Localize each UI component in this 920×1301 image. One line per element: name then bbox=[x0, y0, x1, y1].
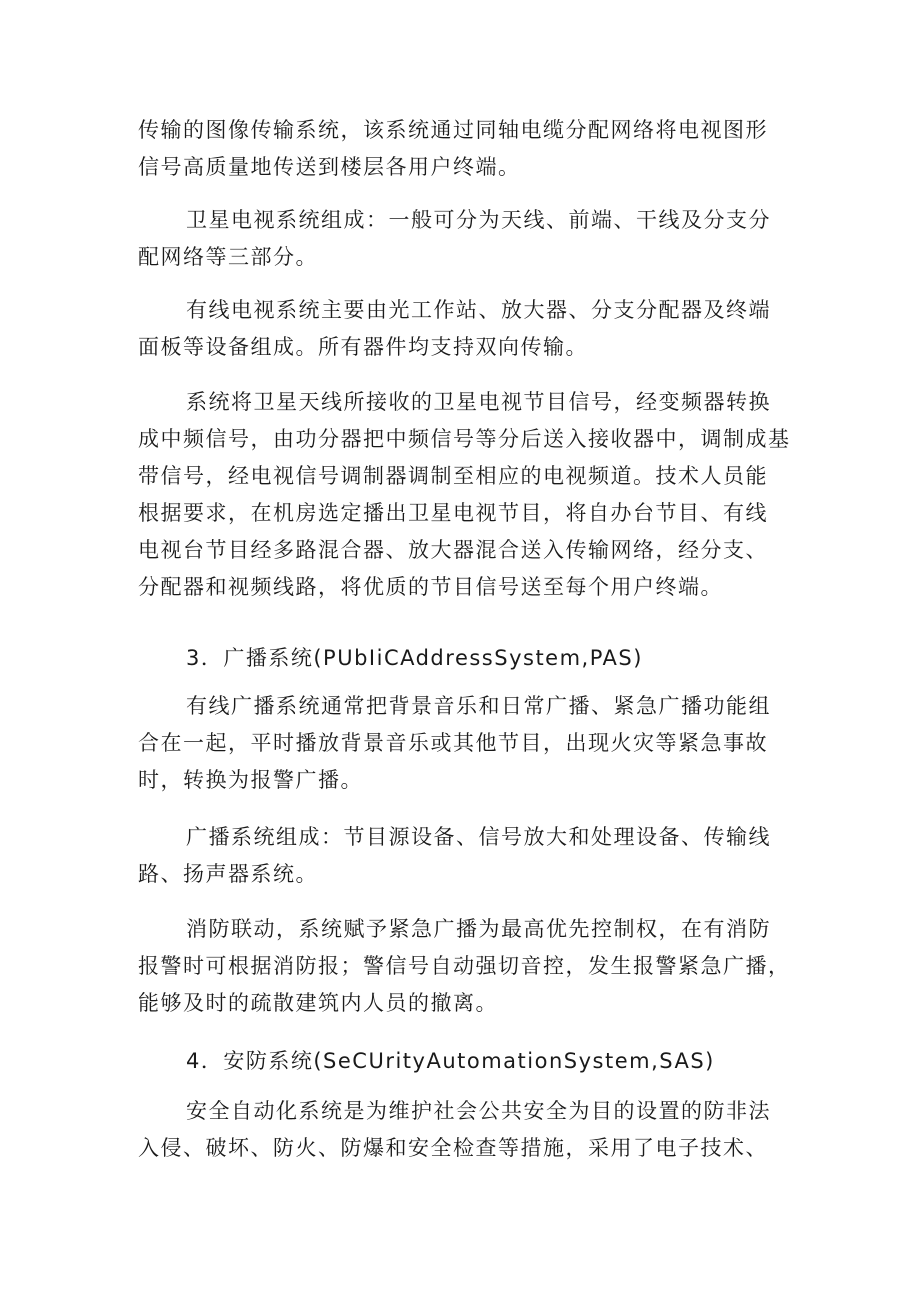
paragraph-line: 系统将卫星天线所接收的卫星电视节目信号，经变频器转换 bbox=[186, 390, 771, 414]
section-heading: 4．安防系统(SeCUrityAutomationSystem,SAS) bbox=[186, 1049, 715, 1073]
paragraph-line: 路、扬声器系统。 bbox=[138, 862, 318, 886]
paragraph-line: 入侵、破坏、防火、防爆和安全检查等措施，采用了电子技术、 bbox=[138, 1136, 768, 1160]
paragraph-2 bbox=[138, 202, 790, 276]
paragraph-8 bbox=[138, 911, 790, 1022]
paragraph-line: 有线电视系统主要由光工作站、放大器、分支分配器及终端 bbox=[186, 298, 771, 322]
section-heading-broadcast bbox=[138, 640, 790, 677]
paragraph-line: 信号高质量地传送到楼层各用户终端。 bbox=[138, 155, 521, 179]
paragraph-line: 面板等设备组成。所有器件均支持双向传输。 bbox=[138, 335, 588, 359]
paragraph-line: 带信号，经电视信号调制器调制至相应的电视频道。技术人员能 bbox=[138, 464, 768, 488]
paragraph-line: 消防联动，系统赋予紧急广播为最高优先控制权，在有消防 bbox=[186, 917, 771, 941]
paragraph-line: 报警时可根据消防报；警信号自动强切音控，发生报警紧急广播， bbox=[138, 954, 791, 978]
paragraph-line: 分配器和视频线路，将优质的节目信号送至每个用户终端。 bbox=[138, 575, 723, 599]
paragraph-4 bbox=[138, 384, 790, 606]
section-heading: 3．广播系统(PUbIiCAddressSystem,PAS) bbox=[186, 646, 643, 670]
paragraph-line: 卫星电视系统组成：一般可分为天线、前端、干线及分支分 bbox=[186, 208, 771, 232]
paragraph-line: 传输的图像传输系统，该系统通过同轴电缆分配网络将电视图形 bbox=[138, 118, 768, 142]
paragraph-line: 配网络等三部分。 bbox=[138, 245, 318, 269]
paragraph-3 bbox=[138, 292, 790, 366]
paragraph-line: 能够及时的疏散建筑内人员的撤离。 bbox=[138, 991, 498, 1015]
paragraph-line: 合在一起，平时播放背景音乐或其他节目，出现火灾等紧急事故 bbox=[138, 731, 768, 755]
paragraph-line: 安全自动化系统是为维护社会公共安全为目的设置的防非法 bbox=[186, 1099, 771, 1123]
paragraph-10 bbox=[138, 1093, 790, 1167]
paragraph-line: 广播系统组成：节目源设备、信号放大和处理设备、传输线 bbox=[186, 825, 771, 849]
section-heading-security bbox=[138, 1043, 790, 1080]
paragraph-line: 时，转换为报警广播。 bbox=[138, 768, 363, 792]
paragraph-line: 根据要求，在机房选定播出卫星电视节目，将自办台节目、有线 bbox=[138, 501, 768, 525]
paragraph-6 bbox=[138, 688, 790, 799]
paragraph-line: 有线广播系统通常把背景音乐和日常广播、紧急广播功能组 bbox=[186, 694, 771, 718]
paragraph-line: 成中频信号，由功分器把中频信号等分后送入接收器中，调制成基 bbox=[138, 427, 791, 451]
paragraph-line: 电视台节目经多路混合器、放大器混合送入传输网络，经分支、 bbox=[138, 538, 768, 562]
paragraph-1 bbox=[138, 112, 790, 186]
paragraph-7 bbox=[138, 819, 790, 893]
